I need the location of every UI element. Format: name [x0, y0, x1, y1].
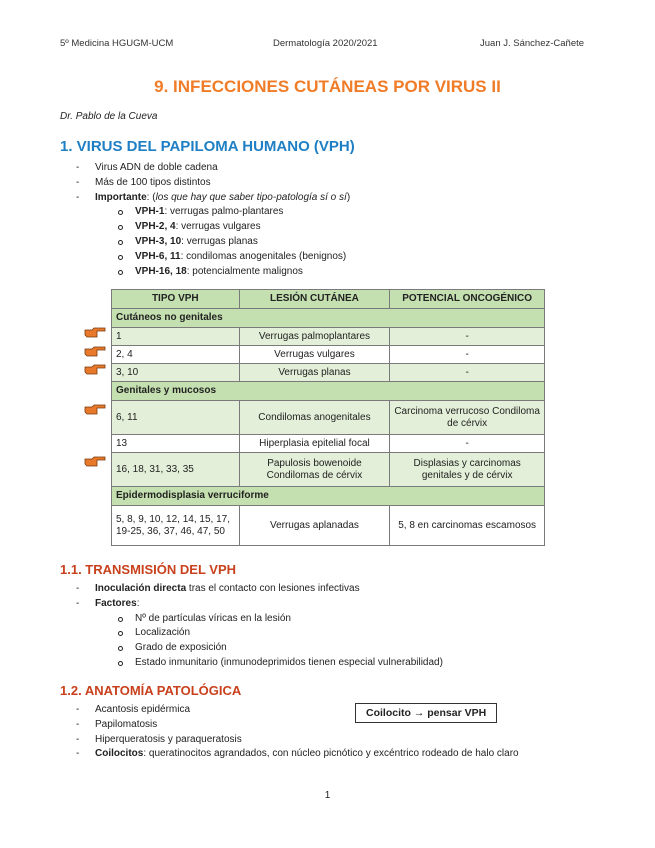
text: : queratinocitos agrandados, con núcleo picnótico y excéntrico rodeado de halo claro [143, 748, 519, 760]
cell: - [390, 328, 545, 346]
cell: 5, 8, 9, 10, 12, 14, 15, 17, 19-25, 36, 37, 46, 47, 50 [112, 506, 240, 546]
pointing-hand-icon [84, 404, 106, 416]
cell: - [390, 364, 545, 382]
section-row: Genitales y mucosos [112, 382, 545, 401]
cell: Condilomas anogenitales [239, 401, 390, 435]
vph-type: VPH-6, 11 [135, 250, 181, 262]
list-item [60, 235, 350, 250]
pointing-hand-icon [84, 327, 106, 339]
cell: 13 [112, 435, 240, 453]
bold-term: Factores [95, 597, 137, 609]
bold-term: Coilocitos [95, 748, 144, 760]
list-item: - Virus ADN de doble cadena [60, 161, 350, 176]
list-item: - Papilomatosis [60, 718, 519, 733]
cell: 5, 8 en carcinomas escamosos [390, 506, 545, 546]
column-header: TIPO VPH [112, 290, 240, 309]
section-row: Epidermodisplasia verruciforme [112, 487, 545, 506]
list-item [60, 747, 519, 762]
pointing-hand-icon [84, 456, 106, 468]
cell: 16, 18, 31, 33, 35 [112, 453, 240, 487]
text: : verrugas vulgares [175, 221, 261, 233]
pointing-hand-icon [84, 364, 106, 376]
list-item: - Más de 100 tipos distintos [60, 176, 350, 191]
list-item: Localización [60, 626, 443, 641]
cell: 3, 10 [112, 364, 240, 382]
list-item: - Acantosis epidérmica [60, 703, 519, 718]
header-center: Dermatología 2020/2021 [273, 38, 378, 49]
page-title: 9. INFECCIONES CUTÁNEAS POR VIRUS II [154, 77, 501, 96]
list-item [60, 205, 350, 220]
text: : [136, 597, 140, 609]
cell: - [390, 346, 545, 364]
cell: Displasias y carcinomas genitales y de cérvix [390, 453, 545, 487]
text: : ( [146, 191, 156, 203]
important-note: los que hay que saber tipo-patología sí o sí [155, 191, 347, 203]
text: : potencialmente malignos [186, 265, 303, 277]
pointing-hand-icon [84, 346, 106, 358]
list-item [60, 220, 350, 235]
cell: 1 [112, 328, 240, 346]
vph-type: VPH-16, 18 [135, 265, 187, 277]
column-header: POTENCIAL ONCOGÉNICO [390, 290, 545, 309]
header-right: Juan J. Sánchez-Cañete [480, 38, 585, 49]
transmission-list [60, 582, 443, 671]
cell: 6, 11 [112, 401, 240, 435]
vph-type: VPH-2, 4 [135, 221, 176, 233]
section-heading-pathology: 1.2. ANATOMÍA PATOLÓGICA [60, 683, 242, 698]
header-left: 5º Medicina HGUGM-UCM [60, 38, 174, 49]
vph-type: VPH-1 [135, 206, 165, 218]
section-heading-transmission: 1.1. TRANSMISIÓN DEL VPH [60, 562, 237, 577]
list-item [60, 191, 350, 206]
cell: - [390, 435, 545, 453]
section-row: Cutáneos no genitales [112, 309, 545, 328]
list-item: Grado de exposición [60, 641, 443, 656]
list-item: Nº de partículas víricas en la lesión [60, 612, 443, 627]
vph-table [111, 289, 545, 546]
list-item [60, 582, 443, 597]
author: Dr. Pablo de la Cueva [60, 111, 158, 122]
cell: Verrugas planas [239, 364, 390, 382]
list-item: - Hiperqueratosis y paraqueratosis [60, 733, 519, 748]
cell: 2, 4 [112, 346, 240, 364]
cell: Carcinoma verrucoso Condiloma de cérvix [390, 401, 545, 435]
list-item: Estado inmunitario (inmunodeprimidos tienen especial vulnerabilidad) [60, 656, 443, 671]
cell: Papulosis bowenoide Condilomas de cérvix [239, 453, 390, 487]
page-number: 1 [324, 790, 331, 801]
cell: Hiperplasia epitelial focal [239, 435, 390, 453]
text: ) [346, 191, 351, 203]
bold-term: Inoculación directa [95, 583, 187, 594]
section-heading-vph: 1. VIRUS DEL PAPILOMA HUMANO (VPH) [60, 138, 355, 155]
text: : verrugas planas [181, 235, 258, 247]
column-header: LESIÓN CUTÁNEA [239, 290, 390, 309]
cell: Verrugas palmoplantares [239, 328, 390, 346]
text: : condilomas anogenitales (benignos) [180, 250, 347, 262]
cell: Verrugas aplanadas [239, 506, 390, 546]
important-label: Importante [95, 191, 147, 203]
list-item [60, 265, 350, 280]
list-item [60, 597, 443, 612]
vph-list [60, 161, 350, 279]
text: : verrugas palmo-plantares [164, 206, 284, 218]
key-point-box: Coilocito → pensar VPH [355, 703, 497, 723]
text: tras el contacto con lesiones infectivas [186, 583, 360, 594]
vph-type: VPH-3, 10 [135, 235, 182, 247]
cell: Verrugas vulgares [239, 346, 390, 364]
list-item [60, 250, 350, 265]
